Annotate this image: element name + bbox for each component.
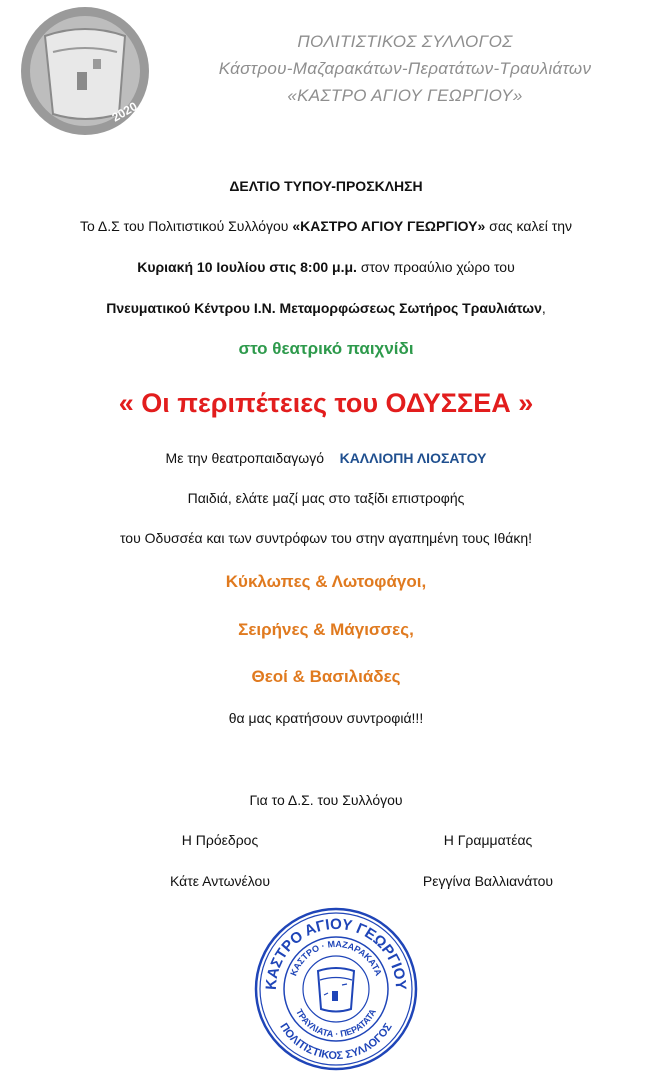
left-role: Η Πρόεδρος xyxy=(181,832,259,848)
left-name: Κάτε Αντωνέλου xyxy=(170,873,270,889)
venue-line xyxy=(0,300,652,316)
event-date: Κυριακή 10 Ιουλίου στις 8:00 μ.μ. xyxy=(137,259,357,275)
invite-post: σας καλεί την xyxy=(485,218,573,234)
header-line-2: Κάστρου-Μαζαρακάτων-Περατάτων-Τραυλιάτων xyxy=(218,59,592,78)
facilitator-name: ΚΑΛΛΙΟΠΗ ΛΙΟΣΑΤΟΥ xyxy=(339,450,487,466)
facilitator-label: Με την θεατροπαιδαγωγό xyxy=(165,450,325,466)
logo-year: 2020 xyxy=(109,99,140,125)
for-board-line: Για το Δ.Σ. του Συλλόγου xyxy=(249,792,403,808)
right-role: Η Γραμματέας xyxy=(443,832,533,848)
club-stamp xyxy=(252,905,420,1073)
invite-line xyxy=(0,218,652,234)
stamp-inner-bottom: ΤΡΑΥΛΙΑΤΑ · ΠΕΡΑΤΑΤΑ xyxy=(293,1007,379,1040)
list-item-2: Σειρήνες & Μάγισσες, xyxy=(238,620,414,639)
stamp-bottom-text: ΠΟΛΙΤΙΣΤΙΚΟΣ ΣΥΛΛΟΓΟΣ xyxy=(277,1021,395,1063)
invite-pre: Το Δ.Σ του Πολιτιστικού Συλλόγου xyxy=(79,218,293,234)
call-line-2: του Οδυσσέα και των συντρόφων του στην αγαπημένη τους Ιθάκη! xyxy=(119,530,533,546)
invite-club-name: «ΚΑΣΤΡΟ ΑΓΙΟΥ ΓΕΩΡΓΙΟΥ» xyxy=(292,218,486,234)
header-line-1: ΠΟΛΙΤΙΣΤΙΚΟΣ ΣΥΛΛΟΓΟΣ xyxy=(297,32,513,51)
right-name: Ρεγγίνα Βαλλιανάτου xyxy=(422,873,554,889)
date-rest: στον προαύλιο χώρο του xyxy=(356,259,515,275)
venue-name: Πνευματικού Κέντρου Ι.Ν. Μεταμορφώσεως Σωτήρος Τραυλιάτων xyxy=(106,300,542,316)
event-title: « Οι περιπέτειες του ΟΔΥΣΣΕΑ » xyxy=(118,388,534,418)
list-item-3: Θεοί & Βασιλιάδες xyxy=(251,667,401,686)
date-line xyxy=(0,259,652,275)
facilitator-line xyxy=(0,450,652,466)
call-line-1: Παιδιά, ελάτε μαζί μας στο ταξίδι επιστροφής xyxy=(187,490,465,506)
document-title: ΔΕΛΤΙΟ ΤΥΠΟΥ-ΠΡΟΣΚΛΗΣΗ xyxy=(229,178,423,194)
stamp-outer-text: ΚΑΣΤΡΟ ΑΓΙΟΥ ΓΕΩΡΓΙΟΥ xyxy=(262,915,410,991)
header-line-3: «ΚΑΣΤΡΟ ΑΓΙΟΥ ΓΕΩΡΓΙΟΥ» xyxy=(287,86,523,105)
club-logo xyxy=(15,4,155,139)
stamp-tower-icon xyxy=(318,968,354,1012)
list-item-1: Κύκλωπες & Λωτοφάγοι, xyxy=(225,572,427,591)
event-type: στο θεατρικό παιχνίδι xyxy=(238,339,414,358)
closing-line: θα μας κρατήσουν συντροφιά!!! xyxy=(228,710,424,726)
venue-comma: , xyxy=(541,300,546,316)
svg-text:ΚΑΣΤΡΟ · ΜΑΖΑΡΑΚΑΤΑ xyxy=(288,939,383,978)
stamp-inner-top: ΚΑΣΤΡΟ · ΜΑΖΑΡΑΚΑΤΑ xyxy=(288,938,384,978)
